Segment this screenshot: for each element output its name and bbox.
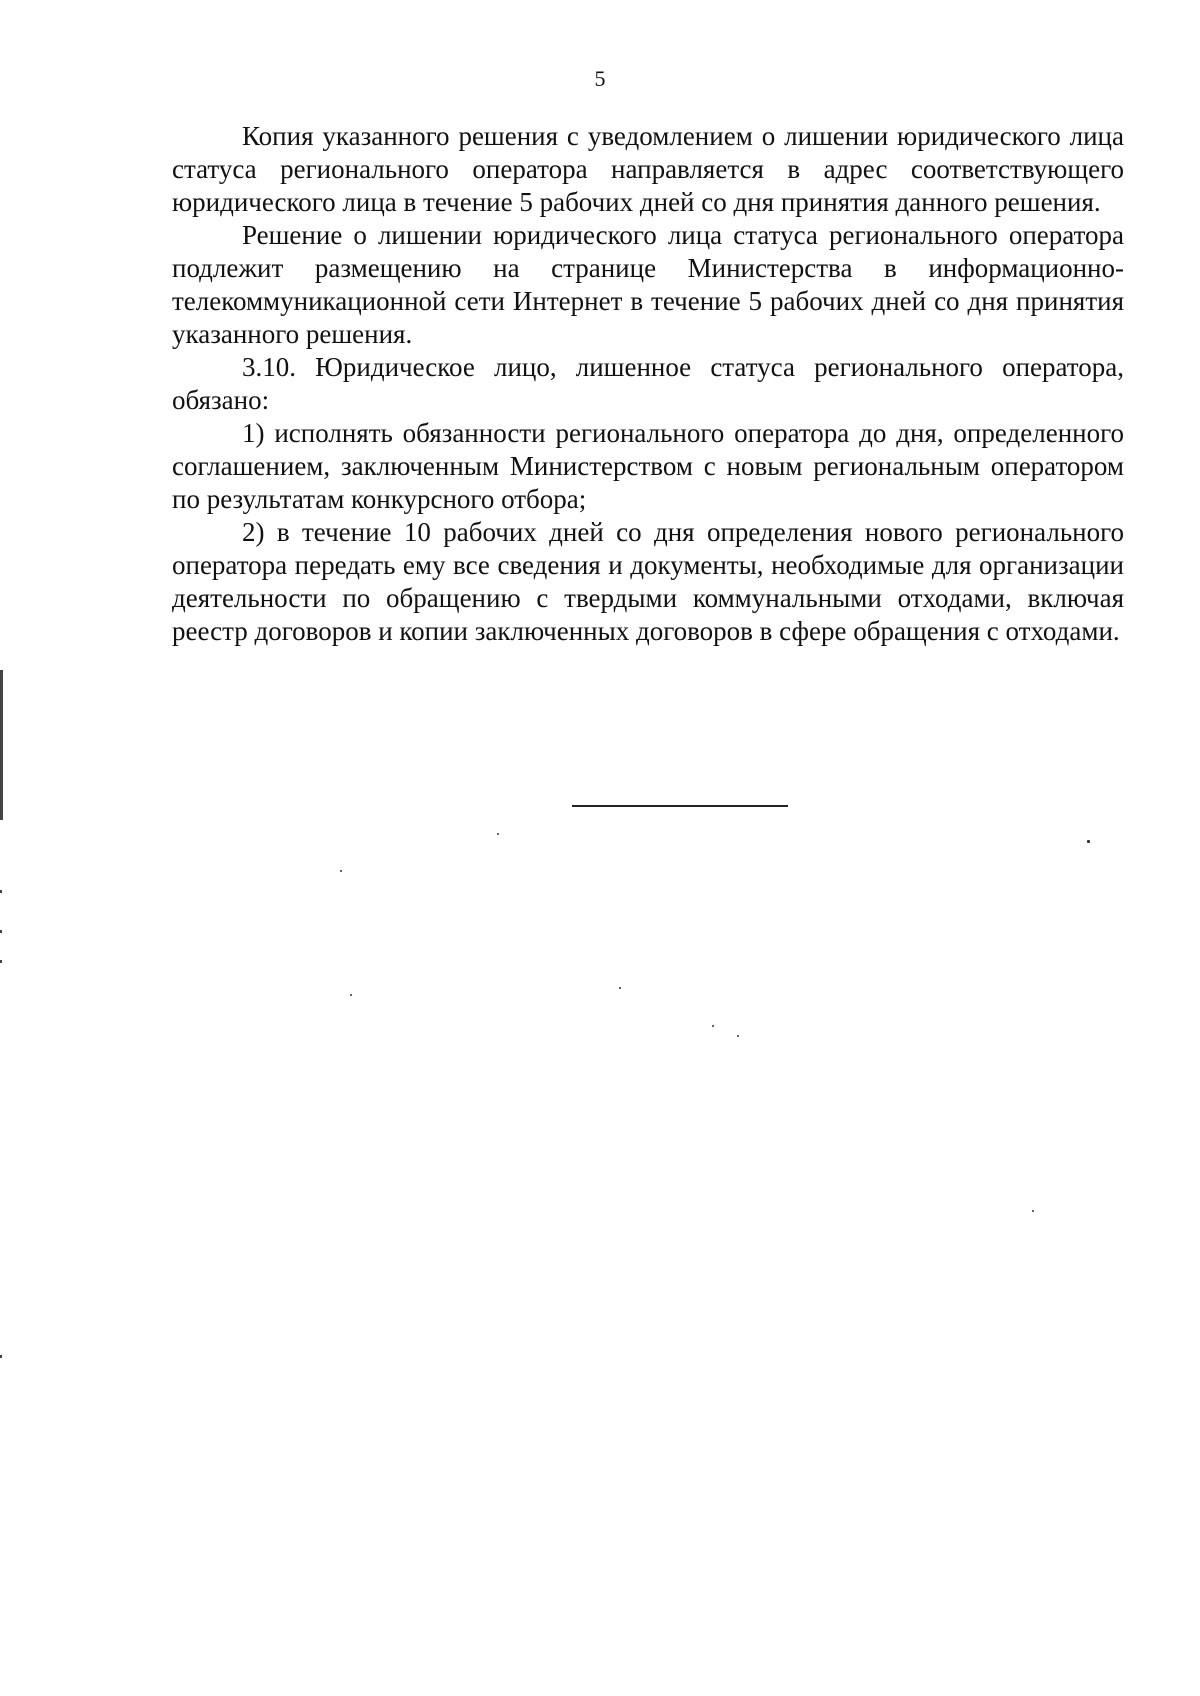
paragraph-clause-3-10: 3.10. Юридическое лицо, лишенное статуса регионального оператора, обязано: — [172, 352, 1124, 415]
document-body — [172, 120, 1124, 648]
scan-speck — [1032, 1210, 1034, 1212]
scan-speck — [497, 833, 499, 835]
closing-rule — [572, 805, 788, 807]
scan-speck — [737, 1035, 739, 1037]
paragraph-publication-of-decision: Решение о лишении юридического лица статуса регионального оператора подлежит размещению на странице Министерства в информационно-телекоммуникационной сети Интернет в течение 5 рабочих дней со дня принятия указанного решения. — [172, 220, 1124, 349]
scan-edge-mark — [0, 930, 2, 933]
scan-edge-mark — [0, 960, 2, 963]
scan-speck — [619, 987, 621, 989]
page-number: 5 — [594, 66, 606, 91]
scan-edge-mark — [0, 890, 2, 893]
scan-edge-mark — [0, 670, 3, 820]
paragraph-copy-of-decision: Копия указанного решения с уведомлением о лишении юридического лица статуса регионального оператора направляется в адрес соответствующего юридического лица в течение 5 рабочих дней со дня принятия данного решения. — [172, 121, 1124, 217]
scan-speck — [350, 994, 352, 996]
paragraph-obligation-1: 1) исполнять обязанности регионального оператора до дня, определенного соглашением, заключенным Министерством с новым региональным оператором по результатам конкурсного отбора; — [172, 418, 1124, 514]
scan-speck — [340, 870, 342, 872]
paragraph-obligation-2: 2) в течение 10 рабочих дней со дня определения нового регионального оператора передать ему все сведения и документы, необходимые для организации деятельности по обращению с твердыми коммунальными отходами, включая реестр договоров и копии заключенных договоров в сфере обращения с отходами. — [172, 517, 1124, 646]
scan-speck — [712, 1025, 714, 1027]
scan-speck — [1087, 840, 1090, 843]
scan-edge-mark — [0, 1355, 2, 1358]
